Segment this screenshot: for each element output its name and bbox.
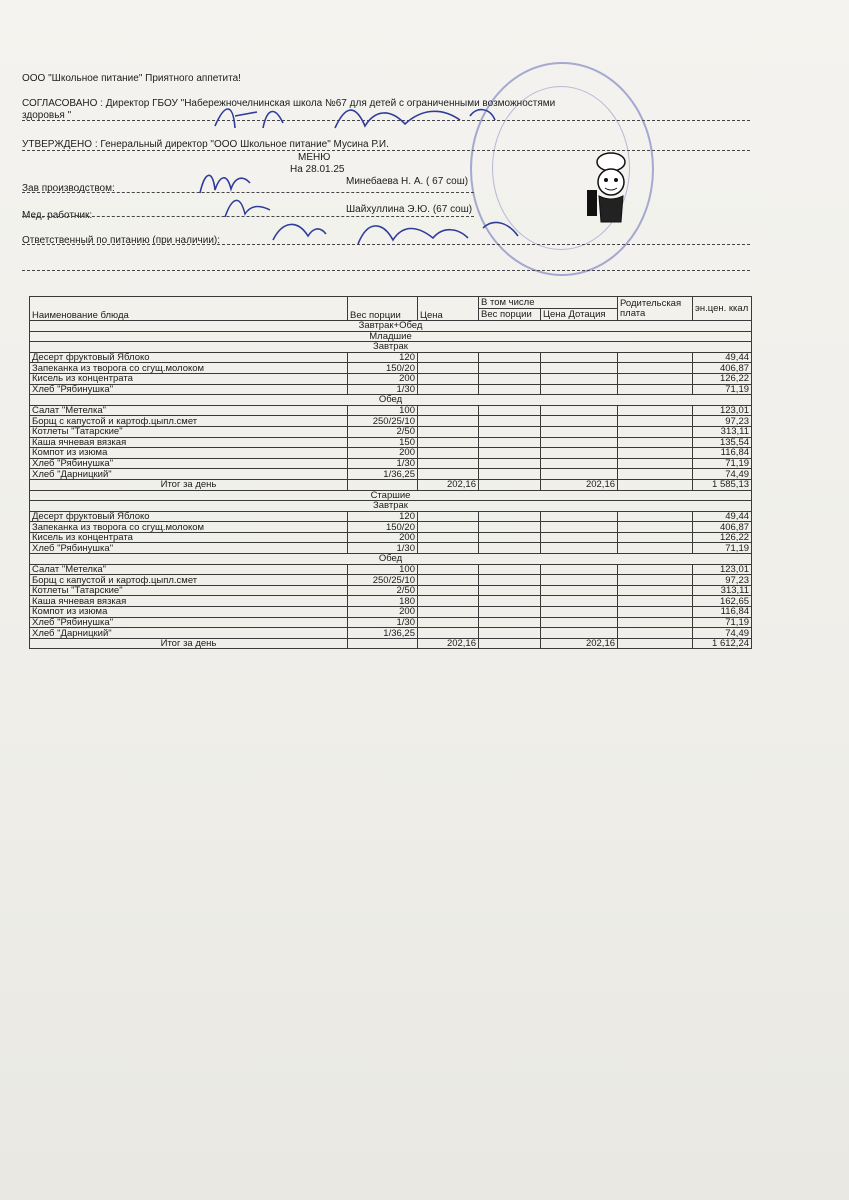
dish-name: Борщ с капустой и картоф.цыпл.смет bbox=[30, 575, 348, 586]
dish-energy: 71,19 bbox=[693, 617, 752, 628]
header-weight: Вес порции bbox=[348, 297, 418, 321]
dish-inc-price bbox=[541, 543, 618, 554]
dish-inc-weight bbox=[479, 448, 541, 459]
dish-weight: 180 bbox=[348, 596, 418, 607]
dish-inc-weight bbox=[479, 575, 541, 586]
medic-name: Шайхуллина Э.Ю. (67 сош) bbox=[346, 204, 473, 215]
dish-weight: 150 bbox=[348, 437, 418, 448]
confirmed-signature-line bbox=[22, 150, 750, 151]
menu-table bbox=[29, 296, 752, 649]
dish-inc-weight bbox=[479, 585, 541, 596]
table-row bbox=[30, 458, 752, 469]
dish-energy: 313,11 bbox=[693, 585, 752, 596]
dish-weight: 250/25/10 bbox=[348, 416, 418, 427]
dish-name: Компот из изюма bbox=[30, 607, 348, 618]
group-name: Старшие bbox=[30, 490, 752, 501]
dish-weight: 200 bbox=[348, 448, 418, 459]
dish-energy: 74,49 bbox=[693, 469, 752, 480]
dish-energy: 71,19 bbox=[693, 543, 752, 554]
total-label: Итог за день bbox=[30, 638, 348, 649]
dish-price bbox=[418, 564, 479, 575]
dish-price bbox=[418, 543, 479, 554]
dish-inc-weight bbox=[479, 352, 541, 363]
total-row bbox=[30, 638, 752, 649]
dish-parent bbox=[618, 617, 693, 628]
total-weight bbox=[348, 638, 418, 649]
dish-price bbox=[418, 352, 479, 363]
dish-price bbox=[418, 416, 479, 427]
group-name: Младшие bbox=[30, 331, 752, 342]
dish-energy: 126,22 bbox=[693, 532, 752, 543]
dish-weight: 150/20 bbox=[348, 363, 418, 374]
dish-weight: 250/25/10 bbox=[348, 575, 418, 586]
dish-price bbox=[418, 448, 479, 459]
dish-name: Борщ с капустой и картоф.цыпл.смет bbox=[30, 416, 348, 427]
header-including: В том числе bbox=[479, 297, 618, 309]
table-row bbox=[30, 522, 752, 533]
total-label: Итог за день bbox=[30, 479, 348, 490]
dish-inc-price bbox=[541, 469, 618, 480]
dish-inc-price bbox=[541, 352, 618, 363]
dish-weight: 200 bbox=[348, 607, 418, 618]
table-row bbox=[30, 448, 752, 459]
menu-date: На 28.01.25 bbox=[290, 164, 345, 175]
dish-energy: 97,23 bbox=[693, 416, 752, 427]
dish-energy: 123,01 bbox=[693, 564, 752, 575]
dish-inc-price bbox=[541, 384, 618, 395]
dish-weight: 120 bbox=[348, 511, 418, 522]
approved-line: СОГЛАСОВАНО : Директор ГБОУ "Набережночелнинская школа №67 для детей с ограниченными возможностями bbox=[22, 98, 556, 109]
dish-parent bbox=[618, 532, 693, 543]
dish-energy: 406,87 bbox=[693, 522, 752, 533]
dish-parent bbox=[618, 511, 693, 522]
dish-inc-weight bbox=[479, 543, 541, 554]
group-row bbox=[30, 331, 752, 342]
dish-parent bbox=[618, 363, 693, 374]
dish-inc-price bbox=[541, 628, 618, 639]
dish-inc-price bbox=[541, 617, 618, 628]
dish-energy: 71,19 bbox=[693, 458, 752, 469]
dish-parent bbox=[618, 437, 693, 448]
production-name: Минебаева Н. А. ( 67 сош) bbox=[346, 176, 469, 187]
dish-name: Кисель из концентрата bbox=[30, 373, 348, 384]
dish-inc-weight bbox=[479, 617, 541, 628]
dish-parent bbox=[618, 607, 693, 618]
dish-name: Хлеб "Дарницкий" bbox=[30, 628, 348, 639]
dish-parent bbox=[618, 522, 693, 533]
dish-price bbox=[418, 522, 479, 533]
dish-parent bbox=[618, 405, 693, 416]
total-price: 202,16 bbox=[418, 638, 479, 649]
table-row bbox=[30, 363, 752, 374]
dish-inc-weight bbox=[479, 426, 541, 437]
dish-inc-weight bbox=[479, 373, 541, 384]
dish-parent bbox=[618, 596, 693, 607]
dish-inc-weight bbox=[479, 363, 541, 374]
dish-weight: 2/50 bbox=[348, 426, 418, 437]
dish-inc-weight bbox=[479, 532, 541, 543]
meal-row bbox=[30, 554, 752, 565]
director-signature bbox=[205, 98, 505, 138]
confirmed-line: УТВЕРЖДЕНО : Генеральный директор "ООО Школьное питание" Мусина Р.И. bbox=[22, 139, 389, 150]
dish-name: Салат "Метелка" bbox=[30, 405, 348, 416]
meal-row bbox=[30, 501, 752, 512]
dish-energy: 126,22 bbox=[693, 373, 752, 384]
dish-energy: 116,84 bbox=[693, 448, 752, 459]
header-name: Наименование блюда bbox=[30, 297, 348, 321]
dish-parent bbox=[618, 373, 693, 384]
total-inc-weight bbox=[479, 638, 541, 649]
table-row bbox=[30, 416, 752, 427]
table-row bbox=[30, 437, 752, 448]
dish-inc-price bbox=[541, 448, 618, 459]
table-row bbox=[30, 373, 752, 384]
header-energy: эн.цен. ккал bbox=[693, 297, 752, 321]
dish-weight: 2/50 bbox=[348, 585, 418, 596]
chef-mascot-icon bbox=[585, 150, 635, 228]
dish-inc-price bbox=[541, 511, 618, 522]
dish-energy: 135,54 bbox=[693, 437, 752, 448]
dish-inc-price bbox=[541, 575, 618, 586]
dish-parent bbox=[618, 384, 693, 395]
total-subsidy: 202,16 bbox=[541, 638, 618, 649]
dish-weight: 200 bbox=[348, 532, 418, 543]
dish-price bbox=[418, 585, 479, 596]
dish-price bbox=[418, 384, 479, 395]
table-row bbox=[30, 617, 752, 628]
table-row bbox=[30, 628, 752, 639]
dish-energy: 123,01 bbox=[693, 405, 752, 416]
meal-name: Обед bbox=[30, 554, 752, 565]
table-row bbox=[30, 469, 752, 480]
org-line: ООО "Школьное питание" Приятного аппетита! bbox=[22, 73, 241, 84]
dish-weight: 1/36,25 bbox=[348, 628, 418, 639]
dish-parent bbox=[618, 564, 693, 575]
dish-parent bbox=[618, 543, 693, 554]
dish-price bbox=[418, 617, 479, 628]
total-subsidy: 202,16 bbox=[541, 479, 618, 490]
dish-weight: 1/30 bbox=[348, 543, 418, 554]
responsible-signature bbox=[268, 214, 538, 250]
dish-inc-price bbox=[541, 607, 618, 618]
dish-weight: 1/30 bbox=[348, 617, 418, 628]
dish-inc-weight bbox=[479, 628, 541, 639]
dish-energy: 116,84 bbox=[693, 607, 752, 618]
dish-inc-weight bbox=[479, 596, 541, 607]
dish-inc-weight bbox=[479, 416, 541, 427]
dish-energy: 71,19 bbox=[693, 384, 752, 395]
total-energy: 1 585,13 bbox=[693, 479, 752, 490]
production-label: Зав производством: bbox=[22, 183, 115, 194]
dish-price bbox=[418, 405, 479, 416]
dish-parent bbox=[618, 628, 693, 639]
meal-row bbox=[30, 395, 752, 406]
dish-inc-weight bbox=[479, 522, 541, 533]
dish-name: Десерт фруктовый Яблоко bbox=[30, 511, 348, 522]
total-energy: 1 612,24 bbox=[693, 638, 752, 649]
dish-inc-price bbox=[541, 596, 618, 607]
dish-inc-weight bbox=[479, 384, 541, 395]
dish-inc-price bbox=[541, 458, 618, 469]
table-title-row bbox=[30, 321, 752, 332]
dish-inc-price bbox=[541, 522, 618, 533]
dish-energy: 406,87 bbox=[693, 363, 752, 374]
dish-parent bbox=[618, 352, 693, 363]
dish-inc-weight bbox=[479, 469, 541, 480]
dish-name: Десерт фруктовый Яблоко bbox=[30, 352, 348, 363]
total-row bbox=[30, 479, 752, 490]
dish-price bbox=[418, 511, 479, 522]
dish-parent bbox=[618, 469, 693, 480]
dish-name: Каша ячневая вязкая bbox=[30, 596, 348, 607]
dish-energy: 162,65 bbox=[693, 596, 752, 607]
dish-weight: 100 bbox=[348, 405, 418, 416]
dish-energy: 49,44 bbox=[693, 352, 752, 363]
dish-price bbox=[418, 575, 479, 586]
dish-parent bbox=[618, 458, 693, 469]
total-parent bbox=[618, 479, 693, 490]
dish-name: Котлеты "Татарские" bbox=[30, 585, 348, 596]
dish-parent bbox=[618, 585, 693, 596]
table-row bbox=[30, 352, 752, 363]
dish-price bbox=[418, 596, 479, 607]
dish-price bbox=[418, 607, 479, 618]
dish-name: Кисель из концентрата bbox=[30, 532, 348, 543]
dish-price bbox=[418, 469, 479, 480]
dish-inc-weight bbox=[479, 607, 541, 618]
dish-parent bbox=[618, 575, 693, 586]
dish-weight: 1/36,25 bbox=[348, 469, 418, 480]
total-parent bbox=[618, 638, 693, 649]
dish-inc-price bbox=[541, 532, 618, 543]
medic-label: Мед. работник: bbox=[22, 210, 93, 221]
table-row bbox=[30, 532, 752, 543]
table-row bbox=[30, 585, 752, 596]
header-inc-price: Цена Дотация bbox=[541, 309, 618, 321]
table-row bbox=[30, 607, 752, 618]
responsible-label: Ответственный по питанию (при наличии): bbox=[22, 235, 221, 246]
dish-parent bbox=[618, 416, 693, 427]
dish-weight: 150/20 bbox=[348, 522, 418, 533]
dish-inc-weight bbox=[479, 511, 541, 522]
total-inc-weight bbox=[479, 479, 541, 490]
dish-name: Каша ячневая вязкая bbox=[30, 437, 348, 448]
dish-energy: 97,23 bbox=[693, 575, 752, 586]
table-row bbox=[30, 596, 752, 607]
dish-price bbox=[418, 363, 479, 374]
meal-name: Завтрак bbox=[30, 342, 752, 353]
production-signature bbox=[195, 165, 255, 195]
dish-inc-price bbox=[541, 564, 618, 575]
dish-price bbox=[418, 426, 479, 437]
dish-inc-price bbox=[541, 405, 618, 416]
dish-parent bbox=[618, 426, 693, 437]
dish-parent bbox=[618, 448, 693, 459]
dish-weight: 1/30 bbox=[348, 384, 418, 395]
menu-title: МЕНЮ bbox=[298, 152, 331, 163]
dish-inc-price bbox=[541, 426, 618, 437]
extra-line bbox=[22, 270, 750, 271]
table-header-row bbox=[30, 297, 752, 309]
dish-name: Хлеб "Рябинушка" bbox=[30, 384, 348, 395]
table-row bbox=[30, 575, 752, 586]
dish-name: Запеканка из творога со сгущ.молоком bbox=[30, 522, 348, 533]
table-title: Завтрак+Обед bbox=[30, 321, 752, 332]
meal-name: Обед bbox=[30, 395, 752, 406]
dish-inc-price bbox=[541, 585, 618, 596]
total-price: 202,16 bbox=[418, 479, 479, 490]
table-row bbox=[30, 511, 752, 522]
dish-energy: 313,11 bbox=[693, 426, 752, 437]
dish-inc-weight bbox=[479, 405, 541, 416]
dish-weight: 1/30 bbox=[348, 458, 418, 469]
dish-inc-price bbox=[541, 363, 618, 374]
meal-name: Завтрак bbox=[30, 501, 752, 512]
meal-row bbox=[30, 342, 752, 353]
header-price: Цена bbox=[418, 297, 479, 321]
dish-price bbox=[418, 532, 479, 543]
table-row bbox=[30, 564, 752, 575]
dish-price bbox=[418, 458, 479, 469]
dish-price bbox=[418, 437, 479, 448]
group-row bbox=[30, 490, 752, 501]
dish-energy: 74,49 bbox=[693, 628, 752, 639]
header-parent: Родительская плата bbox=[618, 297, 693, 321]
dish-name: Запеканка из творога со сгущ.молоком bbox=[30, 363, 348, 374]
dish-inc-weight bbox=[479, 458, 541, 469]
total-weight bbox=[348, 479, 418, 490]
table-row bbox=[30, 426, 752, 437]
dish-name: Компот из изюма bbox=[30, 448, 348, 459]
dish-name: Хлеб "Рябинушка" bbox=[30, 543, 348, 554]
dish-inc-price bbox=[541, 437, 618, 448]
dish-energy: 49,44 bbox=[693, 511, 752, 522]
dish-name: Салат "Метелка" bbox=[30, 564, 348, 575]
dish-inc-weight bbox=[479, 437, 541, 448]
dish-weight: 100 bbox=[348, 564, 418, 575]
header-inc-weight: Вес порции bbox=[479, 309, 541, 321]
dish-inc-price bbox=[541, 416, 618, 427]
dish-inc-price bbox=[541, 373, 618, 384]
dish-name: Хлеб "Рябинушка" bbox=[30, 458, 348, 469]
dish-weight: 120 bbox=[348, 352, 418, 363]
dish-price bbox=[418, 628, 479, 639]
approved-line-2: здоровья " bbox=[22, 110, 72, 121]
table-row bbox=[30, 405, 752, 416]
dish-name: Хлеб "Дарницкий" bbox=[30, 469, 348, 480]
dish-price bbox=[418, 373, 479, 384]
dish-name: Хлеб "Рябинушка" bbox=[30, 617, 348, 628]
dish-weight: 200 bbox=[348, 373, 418, 384]
dish-name: Котлеты "Татарские" bbox=[30, 426, 348, 437]
dish-inc-weight bbox=[479, 564, 541, 575]
table-row bbox=[30, 384, 752, 395]
table-row bbox=[30, 543, 752, 554]
